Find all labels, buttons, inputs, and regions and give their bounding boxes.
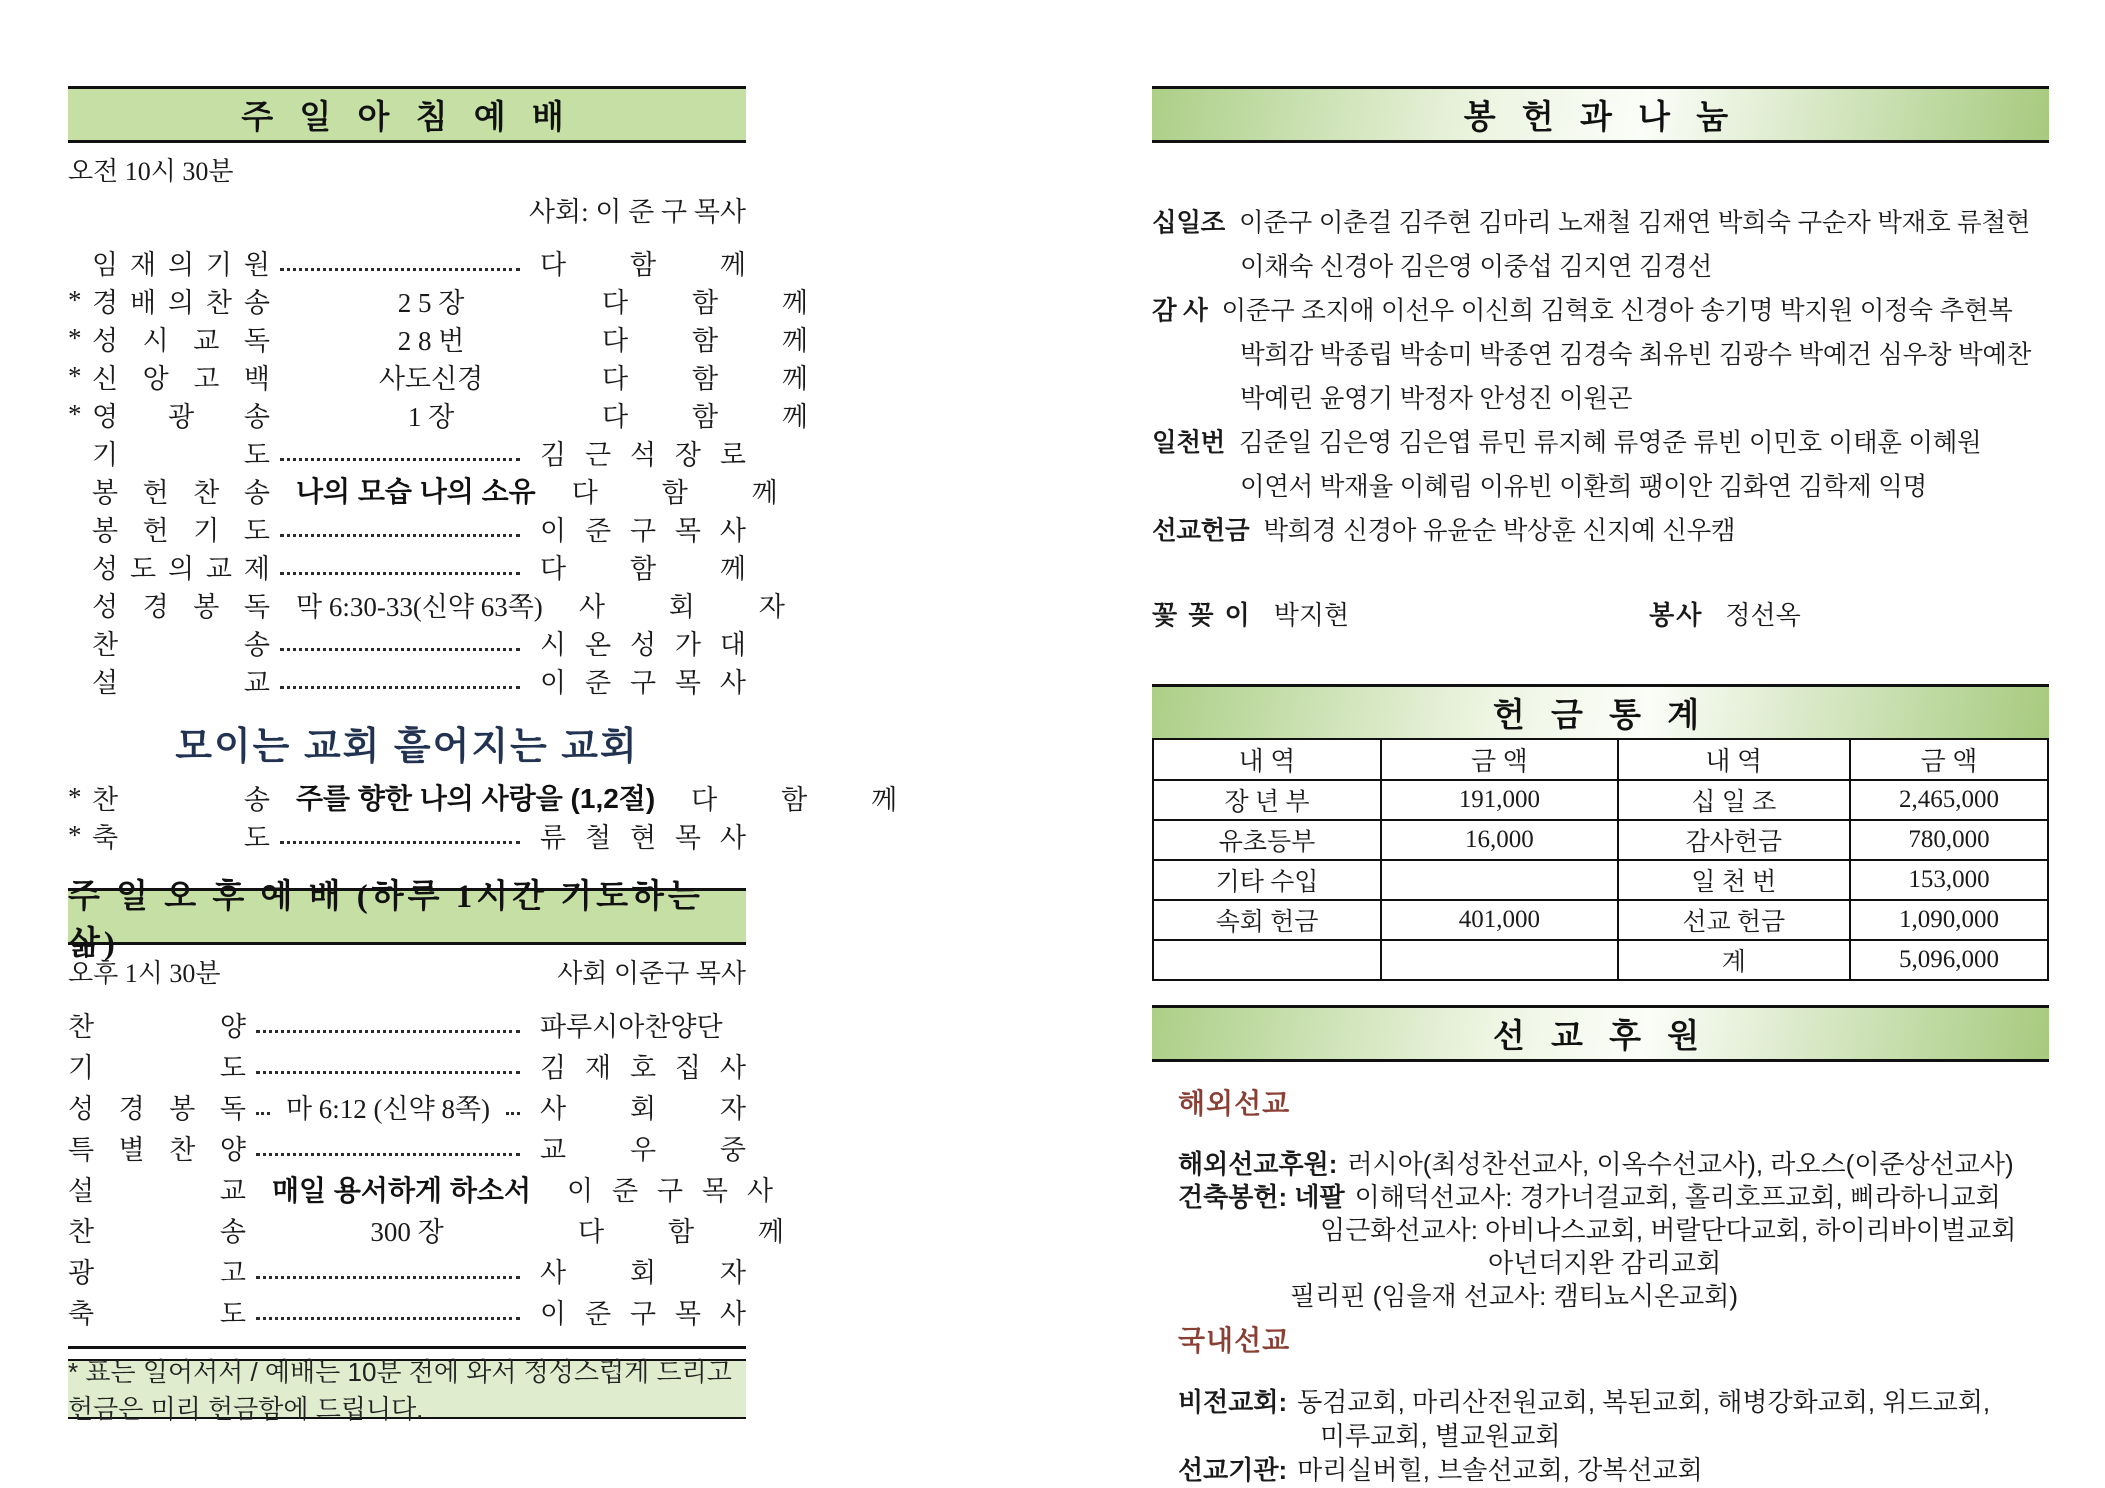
overseas-mission-line-text: 러시아(최성찬선교사, 이옥수선교사), 라오스(이준상선교사) — [1347, 1149, 2014, 1179]
stats-amount-cell: 2,465,000 — [1850, 780, 2048, 820]
worship-item-label: 특 별 찬 양 — [68, 1135, 246, 1165]
offering-line — [1152, 333, 2049, 377]
worship-item-person: 사 회 자 — [578, 591, 785, 622]
worship-item-label: 광 고 — [68, 1258, 246, 1288]
offering-line — [1152, 289, 2049, 333]
morning-service-title: 주 일 아 침 예 배 — [241, 100, 573, 136]
worship-item-label: 찬 송 — [68, 1217, 246, 1247]
offering-line-label: 선교헌금 — [1152, 517, 1250, 545]
worship-row — [68, 1291, 746, 1332]
worship-item-label: 축 도 — [68, 1299, 246, 1329]
flower-arrangement-name: 박지현 — [1273, 600, 1350, 630]
worship-row — [68, 585, 785, 623]
mission-section-title: 선 교 후 원 — [1492, 1019, 1709, 1055]
morning-service-time: 오전 10시 30분 — [68, 157, 234, 186]
overseas-mission-line — [1178, 1280, 2049, 1313]
domestic-mission-line — [1178, 1453, 2049, 1487]
morning-closing-rows — [68, 778, 898, 854]
dotted-leader — [280, 648, 520, 651]
worship-item-label: 기 도 — [92, 439, 270, 470]
worship-row — [68, 816, 746, 854]
overseas-mission-heading: 해외선교 — [1178, 1088, 1291, 1119]
morning-order-of-worship — [68, 243, 808, 699]
worship-row — [68, 1127, 746, 1168]
worship-row — [68, 357, 808, 395]
worship-item-label: 성 경 봉 독 — [92, 591, 270, 622]
worship-item-person: 다 함 께 — [571, 477, 778, 508]
domestic-mission-heading: 국내선교 — [1178, 1325, 1291, 1356]
worship-row — [68, 1250, 746, 1291]
mission-header-band — [1152, 1005, 2049, 1062]
worship-item-detail: 매일 용서하게 하소서 — [272, 1174, 531, 1206]
worship-row — [68, 1168, 773, 1209]
worship-item-person: 이 준 구 목 사 — [540, 1299, 746, 1329]
offering-line-text: 김준일 김은영 김은엽 류민 류지혜 류영준 류빈 이민호 이태훈 이혜원 — [1239, 429, 1982, 457]
stats-row — [1153, 780, 2048, 820]
standing-note-text: * 표는 일어서서 / 예배는 10분 전에 와서 정성스럽게 드리고 헌금은 미리 헌금함에 드립니다. — [68, 1357, 732, 1424]
worship-item-detail: 1 장 — [407, 401, 455, 432]
dotted-leader — [280, 458, 520, 461]
stats-amount-cell: 153,000 — [1850, 860, 2048, 900]
right-page — [1152, 86, 2049, 1487]
afternoon-service-time: 오후 1시 30분 — [68, 959, 221, 988]
worship-row — [68, 509, 746, 547]
worship-item-person: 이 준 구 목 사 — [567, 1176, 773, 1206]
worship-item-detail: 사도신경 — [378, 363, 484, 394]
worship-item-person: 시 온 성 가 대 — [540, 629, 746, 660]
worship-item-label: 경 배 의 찬 송 — [92, 287, 270, 318]
domestic-mission-line-text: 동검교회, 마리산전원교회, 복된교회, 해병강화교회, 위드교회, — [1297, 1387, 1991, 1417]
dotted-leader — [280, 841, 520, 844]
afternoon-service-header-band — [68, 878, 746, 962]
stats-category-cell: 십 일 조 — [1618, 780, 1850, 820]
worship-item-person: 류 철 현 목 사 — [540, 822, 746, 853]
flower-arrangement-label: 꽃 꽂 이 — [1152, 600, 1252, 630]
overseas-mission-line-text: 필리핀 (임을재 선교사: 캠티뇨시온교회) — [1290, 1281, 1739, 1311]
domestic-mission-line-text: 마리실버힐, 브솔선교회, 강복선교회 — [1297, 1455, 1703, 1485]
offering-line-text: 박희감 박종립 박송미 박종연 김경숙 최유빈 김광수 박예건 심우창 박예찬 — [1240, 341, 2032, 369]
stats-category-cell: 일 천 번 — [1618, 860, 1850, 900]
stats-amount-cell: 780,000 — [1850, 820, 2048, 860]
offering-line-text: 박예린 윤영기 박정자 안성진 이원곤 — [1240, 385, 1633, 413]
offering-header-band — [1152, 86, 2049, 143]
service-label: 봉사 — [1649, 600, 1704, 630]
service-name: 정선옥 — [1725, 600, 1801, 630]
stats-amount-cell: 401,000 — [1381, 900, 1618, 940]
stats-category-cell: 속회 헌금 — [1153, 900, 1381, 940]
stats-amount-cell: 5,096,000 — [1850, 940, 2048, 980]
worship-item-label: 임 재 의 기 원 — [92, 249, 270, 280]
worship-item-person: 사 회 자 — [540, 1258, 746, 1288]
offering-section-title: 봉 헌 과 나 눔 — [1463, 100, 1738, 136]
dotted-leader — [506, 1112, 520, 1115]
domestic-mission-line — [1178, 1419, 2049, 1453]
worship-item-label: 성 경 봉 독 — [68, 1094, 246, 1124]
worship-item-label: 성 도 의 교 제 — [92, 553, 270, 584]
afternoon-mc: 사회 이준구 목사 — [557, 959, 746, 988]
morning-mc: 사회: 이 준 구 목사 — [528, 197, 746, 227]
worship-item-label: 찬 송 — [92, 629, 270, 660]
offering-line-text: 이채숙 신경아 김은영 이중섭 김지연 김경선 — [1240, 253, 1712, 281]
stats-header-cell: 내 역 — [1618, 739, 1850, 780]
stats-amount-cell — [1381, 860, 1618, 900]
worship-item-person: 다 함 께 — [602, 325, 808, 356]
worship-item-person: 이 준 구 목 사 — [540, 667, 746, 698]
worship-item-person: 다 함 께 — [602, 401, 808, 432]
stats-header-cell: 내 역 — [1153, 739, 1381, 780]
domestic-mission-line-label: 선교기관: — [1178, 1455, 1288, 1485]
worship-item-label: 축 도 — [92, 822, 270, 853]
stats-category-cell: 장 년 부 — [1153, 780, 1381, 820]
dotted-leader — [280, 534, 520, 537]
worship-row — [68, 1004, 746, 1045]
worship-item-person: 다 함 께 — [602, 363, 808, 394]
worship-item-person: 다 함 께 — [691, 784, 898, 815]
overseas-mission-line-text: 이해덕선교사: 경가너걸교회, 홀리호프교회, 삐라하니교회 — [1354, 1182, 2001, 1212]
stats-amount-cell: 1,090,000 — [1850, 900, 2048, 940]
offering-line — [1152, 465, 2049, 509]
worship-row — [68, 623, 746, 661]
offering-statistics — [1152, 684, 2049, 981]
stats-amount-cell — [1381, 940, 1618, 980]
worship-row — [68, 1086, 746, 1127]
standing-star-marker: * — [68, 284, 82, 315]
offering-line-label: 일천번 — [1152, 429, 1225, 457]
stats-amount-cell: 16,000 — [1381, 820, 1618, 860]
worship-item-label: 봉 헌 기 도 — [92, 515, 270, 546]
morning-time-row — [68, 151, 746, 188]
offering-line — [1152, 377, 2049, 421]
worship-item-label: 봉 헌 찬 송 — [92, 477, 270, 508]
domestic-mission-line-label: 비전교회: — [1178, 1387, 1288, 1417]
offering-line-label: 감 사 — [1152, 297, 1208, 325]
dotted-leader — [256, 1112, 270, 1115]
worship-row — [68, 319, 808, 357]
offering-line — [1152, 201, 2049, 245]
overseas-mission-line — [1178, 1247, 2049, 1280]
stats-category-cell: 유초등부 — [1153, 820, 1381, 860]
stats-header-cell: 금 액 — [1381, 739, 1618, 780]
overseas-mission-lines — [1152, 1148, 2049, 1313]
stats-category-cell: 선교 헌금 — [1618, 900, 1850, 940]
worship-item-person: 다 함 께 — [578, 1217, 784, 1247]
worship-item-person: 김 재 호 집 사 — [540, 1053, 746, 1083]
offering-line-text: 이준구 이춘걸 김주현 김마리 노재철 김재연 박희숙 구순자 박재호 류철현 — [1239, 209, 2031, 237]
overseas-mission-line — [1178, 1214, 2049, 1247]
worship-item-person: 다 함 께 — [540, 553, 746, 584]
afternoon-service-title: 주 일 오 후 예 배 (하루 1시간 기도하는 삶) — [68, 878, 704, 962]
standing-star-marker: * — [68, 398, 82, 429]
worship-item-person: 사 회 자 — [540, 1094, 746, 1124]
stats-row — [1153, 900, 2048, 940]
afternoon-order-of-worship — [68, 1004, 784, 1332]
worship-item-detail: 2 5 장 — [397, 287, 465, 318]
worship-item-label: 찬 양 — [68, 1012, 246, 1042]
worship-row — [68, 395, 808, 433]
domestic-mission-lines — [1152, 1385, 2049, 1487]
standing-star-marker: * — [68, 781, 82, 812]
offering-line-text: 이준구 조지애 이선우 이신희 김혁호 신경아 송기명 박지원 이정숙 추현복 — [1221, 297, 2013, 325]
offering-line — [1152, 421, 2049, 465]
worship-item-label: 영 광 송 — [92, 401, 270, 432]
dotted-leader — [280, 572, 520, 575]
offering-line-text: 이연서 박재율 이혜림 이유빈 이환희 팽이안 김화연 김학제 익명 — [1240, 473, 1927, 501]
stats-header-cell: 금 액 — [1850, 739, 2048, 780]
worship-item-person: 다 함 께 — [602, 287, 808, 318]
worship-item-detail: 막 6:30-33(신약 63쪽) — [296, 591, 543, 622]
domestic-mission-line — [1178, 1385, 2049, 1419]
worship-item-label: 기 도 — [68, 1053, 246, 1083]
worship-row — [68, 433, 746, 471]
morning-service-header-band — [68, 86, 746, 143]
offering-line — [1152, 509, 2049, 553]
stats-row — [1153, 940, 2048, 980]
worship-item-person: 교 우 중 — [540, 1135, 746, 1165]
worship-item-detail: 2 8 번 — [397, 325, 465, 356]
offering-line-text: 박희경 신경아 유윤순 박상훈 신지예 신우캠 — [1263, 517, 1736, 545]
worship-row — [68, 1209, 784, 1250]
worship-item-detail: 마 6:12 (신약 8쪽) — [285, 1094, 491, 1124]
domestic-mission-line-text: 미루교회, 별교원교회 — [1320, 1421, 1561, 1451]
offering-statistics-table — [1152, 738, 2049, 981]
offering-line — [1152, 245, 2049, 289]
dotted-leader — [280, 268, 520, 271]
worship-row — [68, 243, 746, 281]
dotted-leader — [256, 1071, 520, 1074]
stats-category-cell: 감사헌금 — [1618, 820, 1850, 860]
standing-star-marker: * — [68, 819, 82, 850]
worship-item-detail: 300 장 — [370, 1217, 444, 1247]
worship-row — [68, 547, 746, 585]
standing-star-marker: * — [68, 322, 82, 353]
offering-name-lists — [1152, 201, 2049, 553]
flowers-service-row — [1152, 595, 2049, 632]
stats-row — [1153, 860, 2048, 900]
statistics-header-band — [1152, 684, 2049, 738]
worship-row — [68, 471, 778, 509]
dotted-leader — [256, 1030, 520, 1033]
dotted-leader — [256, 1317, 520, 1320]
worship-item-label: 설 교 — [92, 667, 270, 698]
dotted-leader — [256, 1276, 520, 1279]
worship-item-person: 다 함 께 — [540, 249, 746, 280]
overseas-mission-line-text: 아넌더지완 감리교회 — [1488, 1248, 1722, 1278]
overseas-mission-line-label: 해외선교후원: — [1178, 1149, 1338, 1179]
standing-note-band — [68, 1357, 746, 1424]
worship-item-label: 설 교 — [68, 1176, 246, 1206]
worship-row — [68, 281, 808, 319]
worship-item-person: 김 근 석 장 로 — [540, 439, 746, 470]
mission-support — [1152, 1005, 2049, 1487]
stats-row — [1153, 820, 2048, 860]
worship-item-person: 파루시아찬양단 — [540, 1012, 723, 1042]
worship-row — [68, 661, 746, 699]
dotted-leader — [256, 1153, 520, 1156]
worship-row — [68, 778, 898, 816]
standing-star-marker: * — [68, 360, 82, 391]
worship-item-detail: 주를 향한 나의 사랑을 (1,2절) — [296, 783, 656, 814]
dotted-leader — [280, 686, 520, 689]
offering-line-label: 십일조 — [1152, 209, 1225, 237]
morning-sermon-title: 모이는 교회 흩어지는 교회 — [175, 726, 639, 768]
worship-item-label: 찬 송 — [92, 784, 270, 815]
overseas-mission-line — [1178, 1181, 2049, 1214]
stats-header-row — [1153, 739, 2048, 780]
worship-item-detail: 나의 모습 나의 소유 — [296, 476, 536, 507]
stats-category-cell: 기타 수입 — [1153, 860, 1381, 900]
left-page — [68, 86, 898, 1424]
stats-amount-cell: 191,000 — [1381, 780, 1618, 820]
worship-item-person: 이 준 구 목 사 — [540, 515, 746, 546]
divider-rule — [68, 1346, 746, 1349]
overseas-mission-line — [1178, 1148, 2049, 1181]
statistics-title: 헌 금 통 계 — [1492, 698, 1709, 734]
worship-item-label: 신 앙 고 백 — [92, 363, 270, 394]
stats-category-cell — [1153, 940, 1381, 980]
worship-item-label: 성 시 교 독 — [92, 325, 270, 356]
overseas-mission-line-text: 임근화선교사: 아비나스교회, 버랄단다교회, 하이리바이벌교회 — [1320, 1215, 2017, 1245]
worship-row — [68, 1045, 746, 1086]
stats-category-cell: 계 — [1618, 940, 1850, 980]
overseas-mission-line-label: 건축봉헌: 네팔 — [1178, 1182, 1345, 1212]
